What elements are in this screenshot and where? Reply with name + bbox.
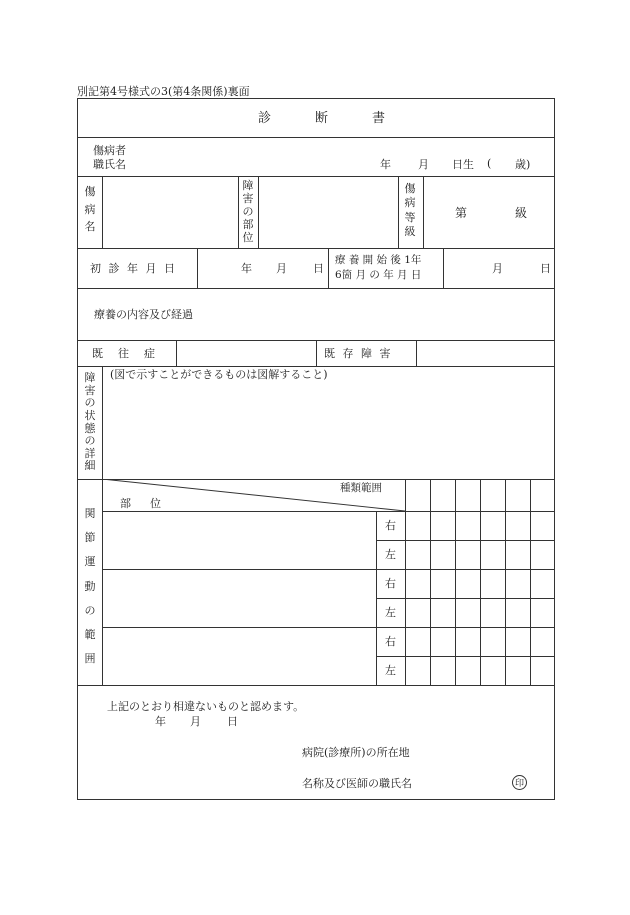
row-line [376,598,555,599]
row-line [77,685,555,686]
joint-header-left: 部 位 [120,497,165,510]
row-line [77,137,555,138]
side-label: 左 [385,606,396,619]
injury-name-label: 傷 病 名 [84,185,96,234]
grade-suffix: 級 [515,206,528,220]
injury-part-label: 障 害 の 部 位 [242,179,254,244]
hospital-address-label: 病院(診療所)の所在地 [302,746,410,759]
first-exam-date-field[interactable] [199,250,326,286]
patient-label-1: 傷病者 [93,144,126,157]
row-line [77,176,555,177]
side-label: 右 [385,519,396,532]
disability-detail-field[interactable] [104,384,553,477]
age-close-label: 歳) [515,158,531,171]
treatment-content-label: 療養の内容及び経過 [94,308,193,321]
hospital-address-field[interactable] [430,742,550,762]
form-caption: 別記第4号様式の3(第4条関係)裏面 [77,85,250,98]
col-line [238,176,239,248]
seal-mark: 印 [512,775,527,790]
col-line [480,479,481,685]
treatment-start-label-1: 療 養 開 始 後 1年 [335,254,422,266]
injury-name-field[interactable] [104,178,236,246]
col-line [102,176,103,248]
side-label: 左 [385,664,396,677]
treatment-start-month: 月 [492,262,503,275]
row-line [102,511,555,512]
patient-name-field[interactable] [140,140,370,172]
first-exam-year: 年 [241,262,252,275]
joint-part-field[interactable] [104,513,374,567]
col-line [430,479,431,685]
first-exam-day: 日 [313,262,324,275]
injury-grade-label: 傷 病 等 級 [404,182,416,238]
col-line [197,248,198,288]
row-line [102,569,555,570]
disability-detail-label: 障 害 の 状 態 の 詳 細 [84,371,96,473]
treatment-content-field[interactable] [200,290,553,338]
disability-detail-note: (図で示すことができるものは図解すること) [110,368,328,381]
col-line [416,340,417,366]
certification-statement: 上記のとおり相違ないものと認めます。 [107,700,305,713]
doctor-name-field[interactable] [420,773,510,793]
col-line [376,511,377,685]
age-open-label: ( [487,157,492,170]
col-line [423,176,424,248]
row-line [102,627,555,628]
row-line [376,540,555,541]
joint-part-field[interactable] [104,571,374,625]
treatment-start-label-2: 6箇 月 の 年 月 日 [335,269,422,281]
first-exam-month: 月 [276,262,287,275]
cert-day: 日 [227,715,238,728]
col-line [102,366,103,685]
joint-header-right: 種類範囲 [340,482,382,494]
doctor-name-label: 名称及び医師の職氏名 [302,777,412,790]
past-illness-field[interactable] [178,342,314,364]
col-line [328,248,329,288]
col-line [455,479,456,685]
birth-year-label: 年 [380,158,391,171]
grade-prefix: 第 [455,206,468,220]
birth-day-label: 日生 [452,158,474,171]
col-line [258,176,259,248]
treatment-start-day: 日 [540,262,551,275]
joint-range-label: 関 節 運 動 の 範 囲 [84,507,96,666]
injury-part-field[interactable] [260,178,396,246]
existing-disability-label: 既 存 障 害 [324,347,393,360]
col-line [176,340,177,366]
past-illness-label: 既 往 症 [92,347,157,360]
col-line [505,479,506,685]
col-line [530,479,531,685]
birth-month-label: 月 [418,158,429,171]
col-line [405,479,406,685]
form-title: 診 断 書 [258,111,392,126]
row-line [77,288,555,289]
row-line [376,656,555,657]
patient-label-2: 職氏名 [93,158,126,171]
col-line [443,248,444,288]
first-exam-label: 初 診 年 月 日 [90,262,177,275]
cert-month: 月 [190,715,201,728]
treatment-start-date-field[interactable] [445,250,553,286]
cert-year: 年 [155,715,166,728]
grade-field[interactable] [470,200,510,224]
col-line [398,176,399,248]
side-label: 左 [385,548,396,561]
existing-disability-field[interactable] [418,342,553,364]
row-line [77,366,555,367]
col-line [316,340,317,366]
row-line [77,248,555,249]
side-label: 右 [385,577,396,590]
joint-part-field[interactable] [104,629,374,683]
side-label: 右 [385,635,396,648]
